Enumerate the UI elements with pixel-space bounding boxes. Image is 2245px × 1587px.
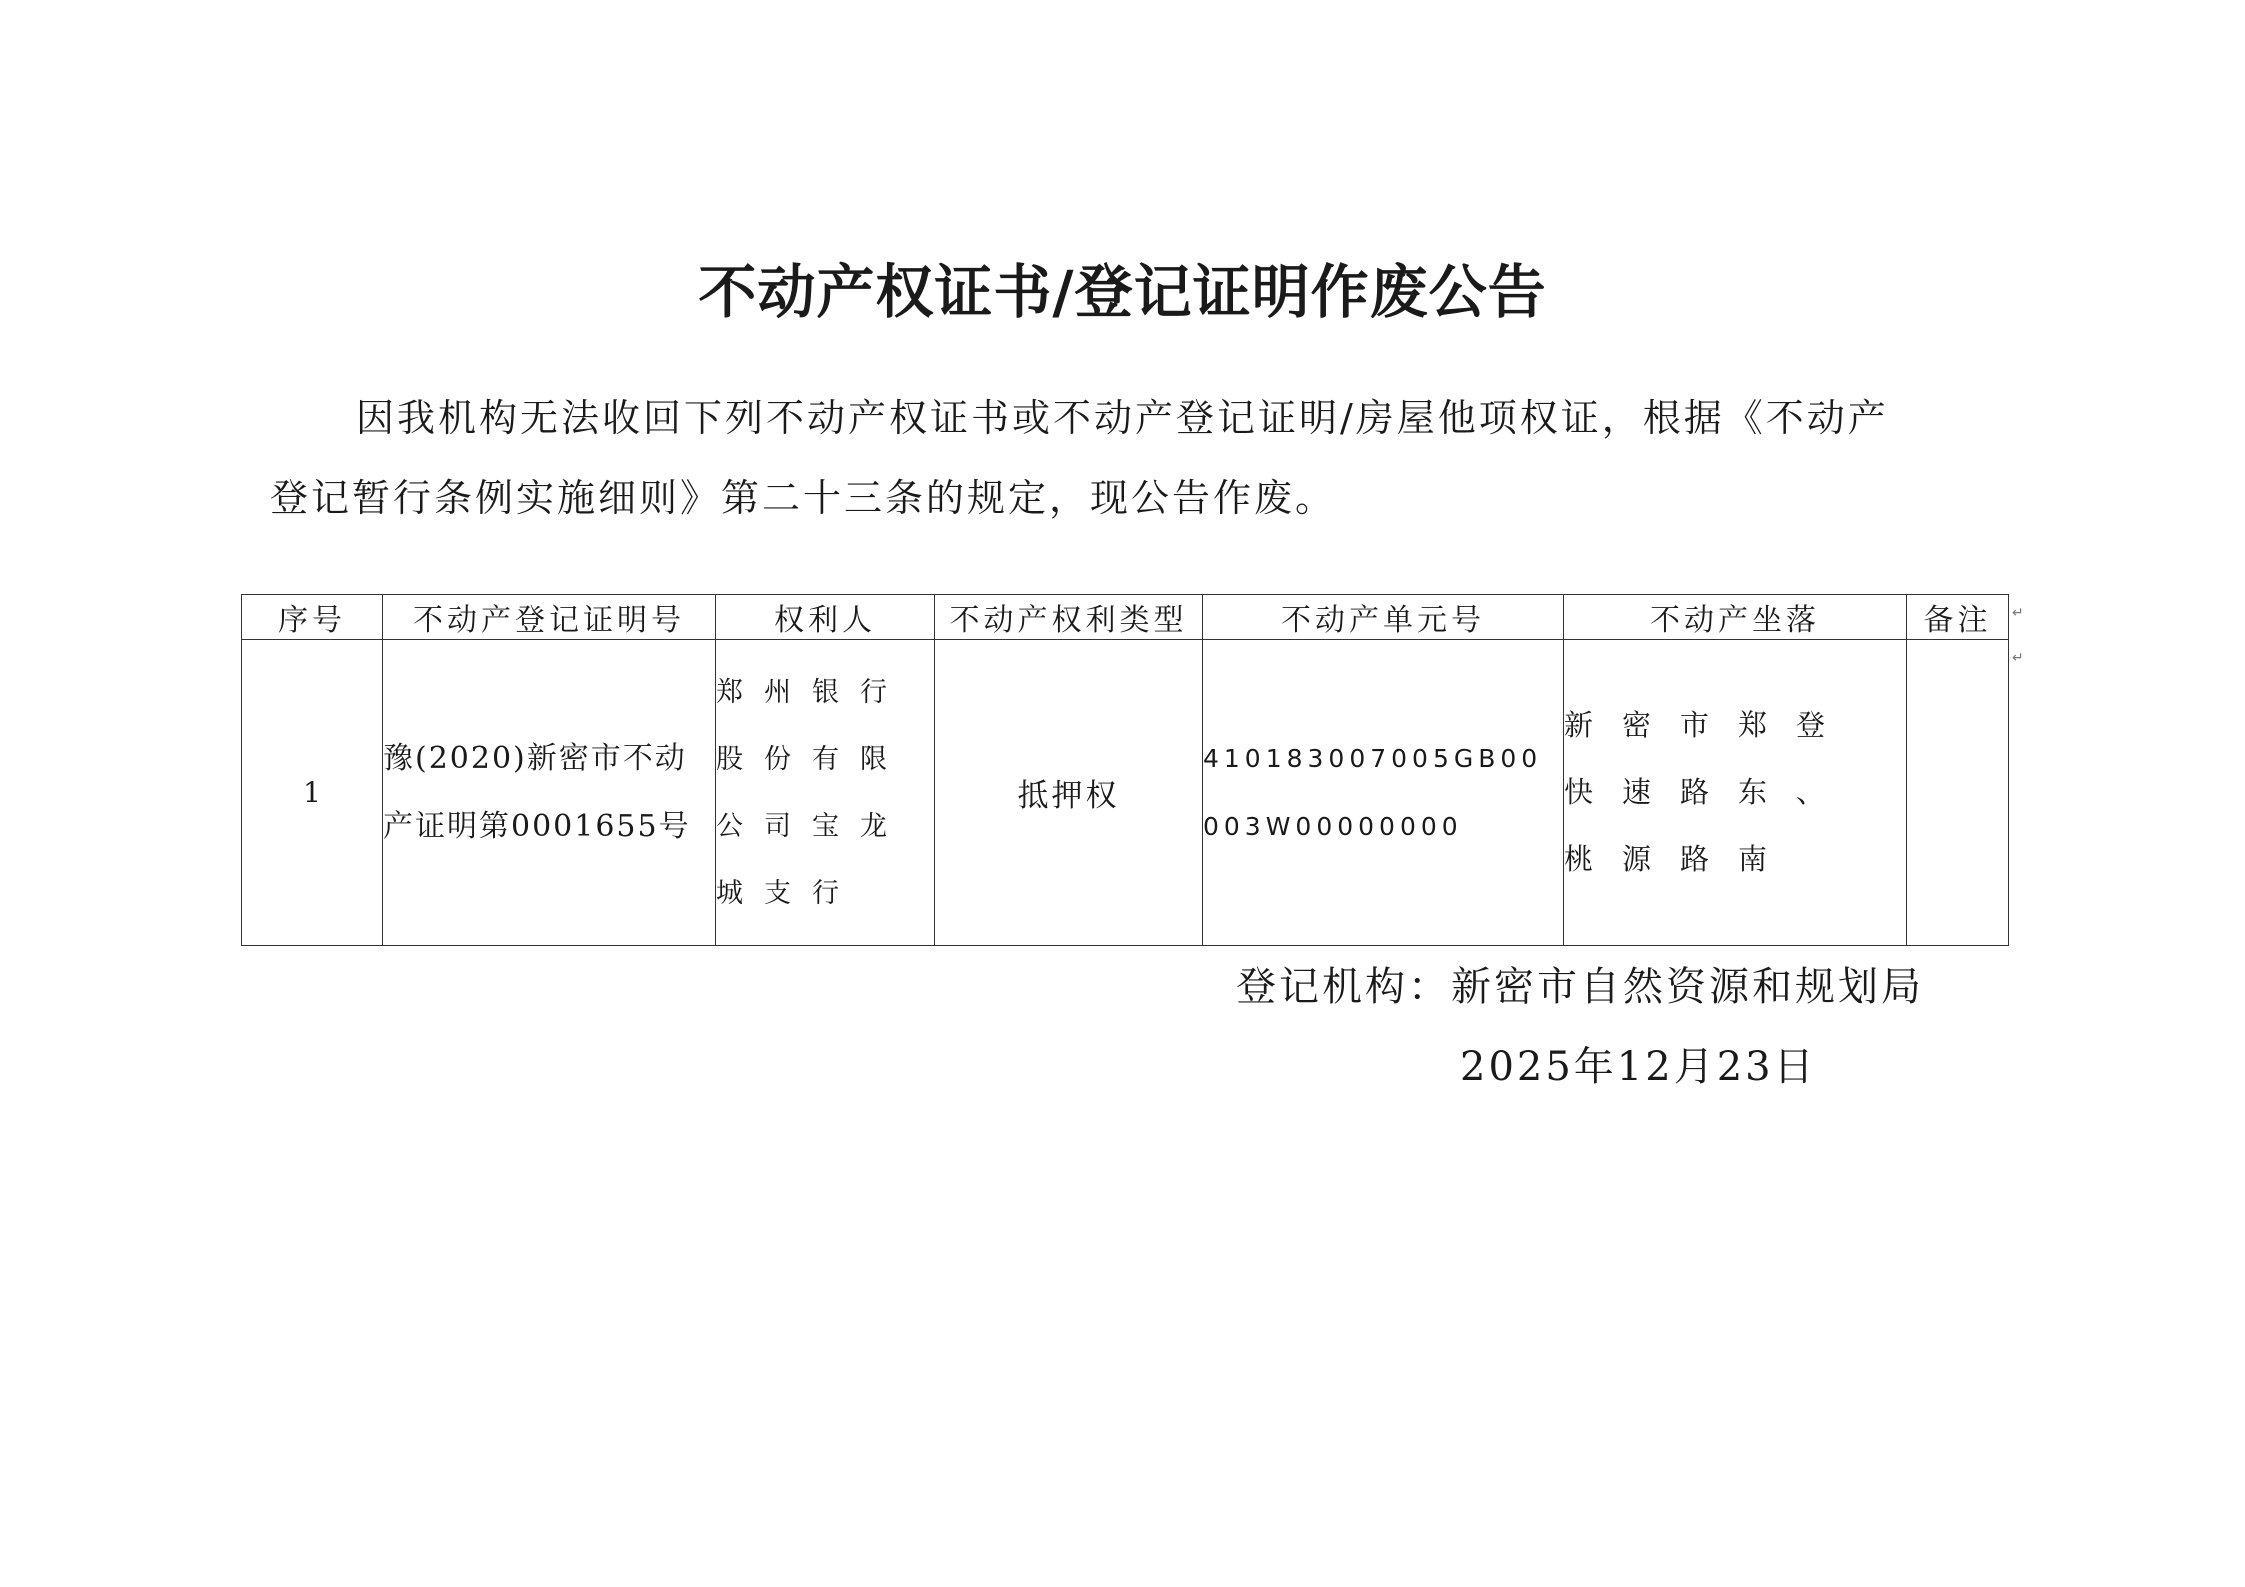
notice-date: 2025年12月23日	[1460, 1044, 1817, 1090]
registration-authority: 登记机构：新密市自然资源和规划局	[1236, 964, 1924, 1010]
header-cert-no: 不动产登记证明号	[383, 595, 716, 640]
header-seq: 序号	[242, 595, 383, 640]
intro-line-2: 登记暂行条例实施细则》第二十三条的规定，现公告作废。	[270, 476, 1337, 520]
paragraph-mark-icon: ↵	[2012, 605, 2024, 621]
certificate-table	[241, 594, 2009, 946]
cell-seq: 1	[242, 640, 383, 946]
cell-cert-no: 豫(2020)新密市不动产证明第0001655号	[383, 640, 716, 946]
paragraph-mark-icon: ↵	[2012, 650, 2024, 666]
table-row	[242, 640, 2009, 946]
header-right-type: 不动产权利类型	[935, 595, 1203, 640]
header-holder: 权利人	[716, 595, 935, 640]
header-remark: 备注	[1907, 595, 2009, 640]
cell-right-type: 抵押权	[935, 640, 1203, 946]
cell-holder: 郑州银行股份有限公司宝龙城支行	[716, 640, 935, 946]
cell-remark	[1907, 640, 2009, 946]
notice-intro	[270, 378, 1970, 538]
header-location: 不动产坐落	[1564, 595, 1907, 640]
table-header-row	[242, 595, 2009, 640]
header-unit-no: 不动产单元号	[1203, 595, 1564, 640]
cell-location: 新密市郑登快速路东、桃源路南	[1564, 640, 1907, 946]
notice-title: 不动产权证书/登记证明作废公告	[698, 258, 1547, 326]
intro-line-1: 因我机构无法收回下列不动产权证书或不动产登记证明/房屋他项权证，根据《不动产	[356, 396, 1889, 440]
cell-unit-no: 410183007005GB00003W00000000	[1203, 640, 1564, 946]
